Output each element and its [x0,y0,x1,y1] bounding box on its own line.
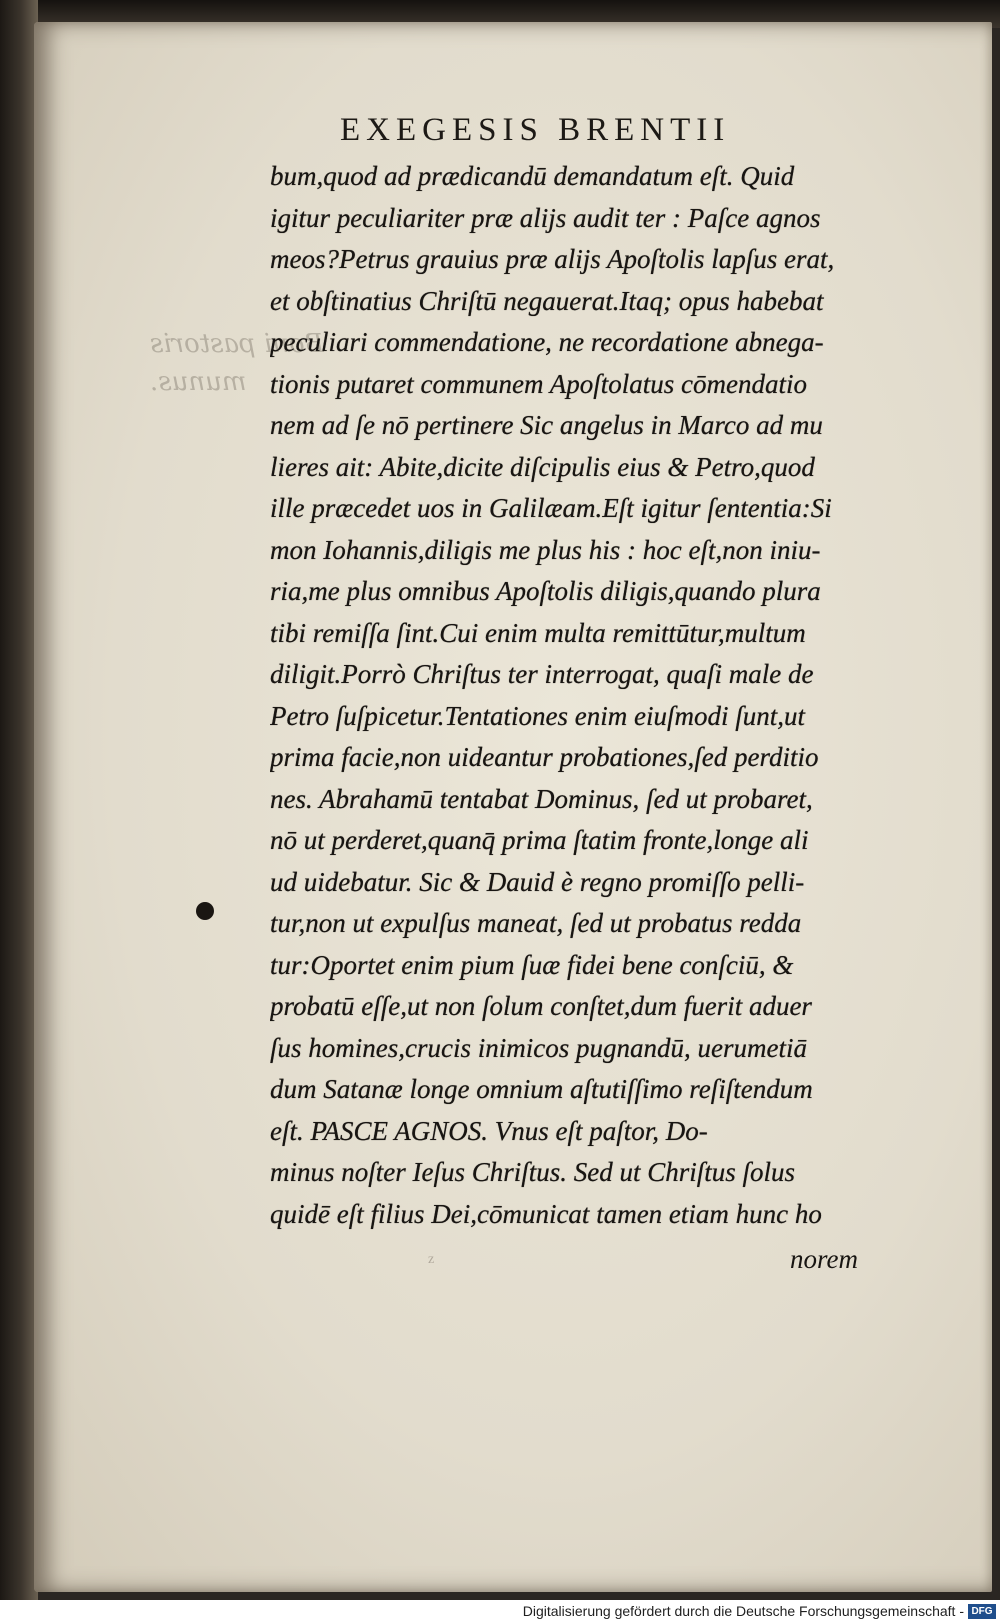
text-line: Petro ſuſpicetur.Tentationes enim eiuſmodi ſunt,ut [270,700,805,731]
text-line: lieres ait: Abite,dicite diſcipulis eius & Petro,quod [270,451,815,482]
text-line: ille præcedet uos in Galilæam.Eſt igitur ſententia:Si [270,493,832,523]
text-line: peculiari commendatione, ne recordatione abnega- [270,327,824,357]
text-line: prima facie,non uideantur probationes,ſed perditio [270,742,819,772]
text-line: igitur peculiariter præ alijs audit ter : Paſce agnos [270,202,821,233]
text-line: tibi remiſſa ſint.Cui enim multa remittūtur,multum [270,617,806,648]
text-line: tur:Oportet enim pium ſuæ fidei bene conſciū, & [270,949,794,980]
text-line: nō ut perderet,quanq̄ prima ſtatim fronte,longe ali [270,825,809,855]
text-line: bum,quod ad prædicandū demandatum eſt. Quid [270,161,795,191]
text-line: ud uidebatur. Sic & Dauid è regno promiſſo pelli- [270,866,805,897]
running-head: EXEGESIS BRENTII [340,112,731,148]
text-line: diligit.Porrò Chriſtus ter interrogat, quaſi male de [270,659,814,689]
text-line: nes. Abrahamū tentabat Dominus, ſed ut probaret, [270,783,813,814]
text-line: meos?Petrus grauius præ alijs Apoſtolis lapſus erat, [270,244,835,274]
text-line: eſt. PASCE AGNOS. Vnus eſt paſtor, Do- [270,1115,708,1146]
ink-blot [196,902,214,920]
text-line: minus noſter Ieſus Chriſtus. Sed ut Chriſtus ſolus [270,1157,796,1187]
bleed-through-line: Boni pastoris [150,329,324,359]
text-line: probatū eſſe,ut non ſolum conſtet,dum fuerit aduer [270,991,812,1021]
text-line: quidē eſt filius Dei,cōmunicat tamen etiam hunc ho [270,1198,822,1229]
bleed-through-line: munus. [150,367,247,397]
text-line: tionis putaret communem Apoſtolatus cōmendatio [270,368,807,399]
dfg-logo: DFG [968,1604,996,1619]
footer-credit: Digitalisierung gefördert durch die Deutsche Forschungsgemeinschaft - [522,1603,964,1619]
text-line: ria,me plus omnibus Apoſtolis diligis,quando plura [270,576,821,606]
text-line: et obſtinatius Chriſtū negauerat.Itaq; opus habebat [270,285,824,316]
book-spine-shadow [0,0,38,1600]
body-text [270,156,910,1235]
text-line: nem ad ſe nō pertinere Sic angelus in Marco ad mu [270,410,823,440]
digitization-footer [0,1600,1000,1624]
faint-mark: z [428,1252,435,1267]
catchword: norem [790,1244,858,1274]
text-line: tur,non ut expulſus maneat, ſed ut probatus redda [270,908,802,938]
text-line: ſus homines,crucis inimicos pugnandū, uerumetiā [270,1032,807,1063]
text-line: mon Iohannis,diligis me plus his : hoc eſt,non iniu- [270,534,821,565]
text-line: dum Satanæ longe omnium aſtutiſſimo reſiſtendum [270,1074,813,1104]
